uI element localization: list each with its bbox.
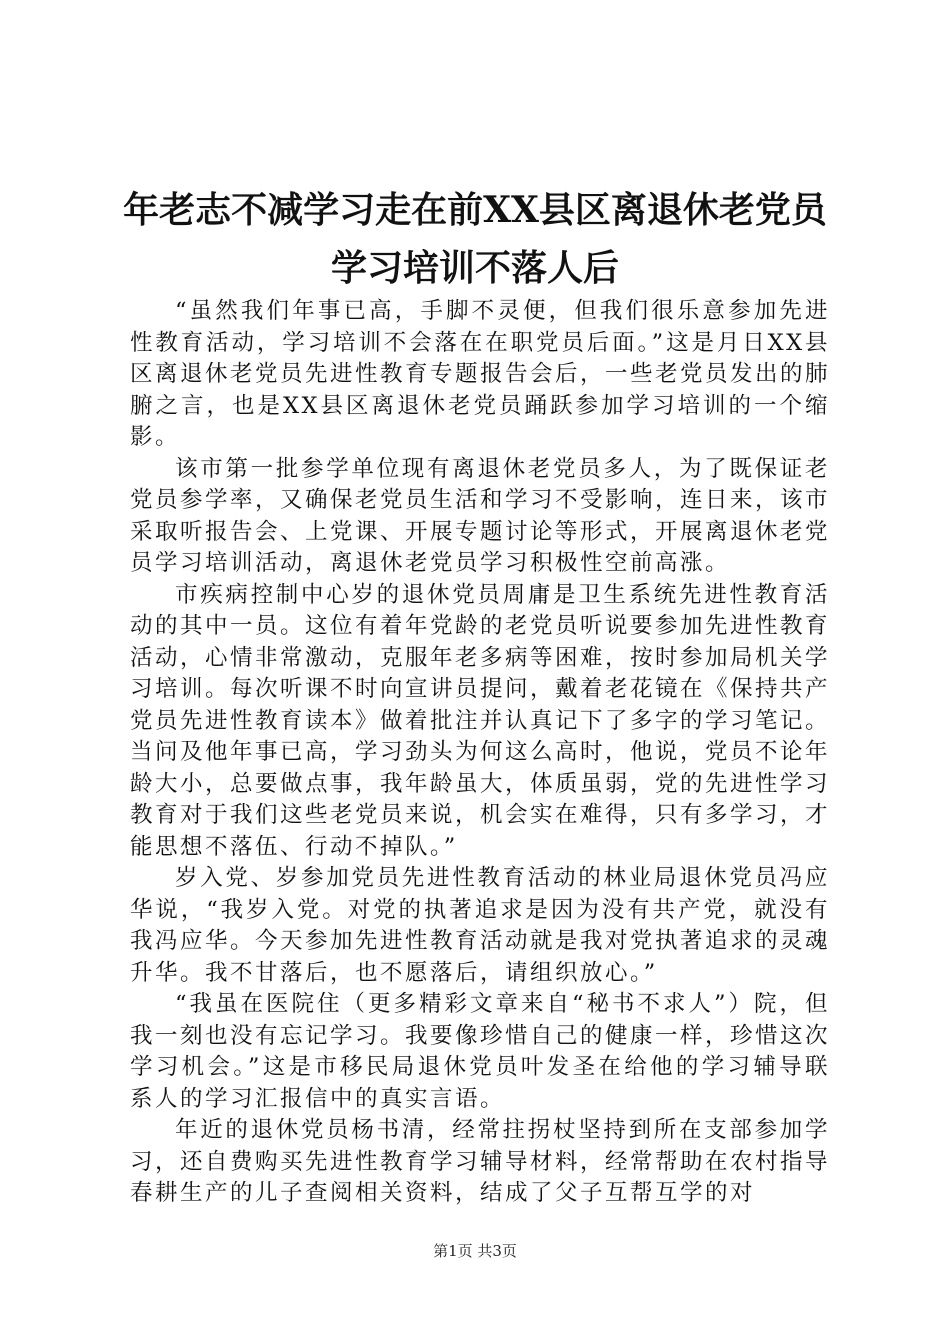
paragraph: 该市第一批参学单位现有离退休老党员多人，为了既保证老党员参学率，又确保老党员生活和学习不受影响，连日来，该市采取听报告会、上党课、开展专题讨论等形式，开展离退休老党员学习培训活动，离退休老党员学习积极性空前高涨。 (130, 455, 831, 576)
paragraph: 年近的退休党员杨书清，经常拄拐杖坚持到所在支部参加学习，还自费购买先进性教育学习辅导材料，经常帮助在农村指导春耕生产的儿子查阅相关资料，结成了父子互帮互学的对 (130, 1117, 831, 1206)
page-footer: 第1页 共3页 (433, 1242, 517, 1260)
document-body (130, 296, 830, 1210)
document-title-line-1: 年老志不减学习走在前XX县区离退休老党员 (123, 189, 827, 231)
paragraph: “我虽在医院住（更多精彩文章来自“秘书不求人”）院，但我一刻也没有忘记学习。我要像珍惜自己的健康一样，珍惜这次学习机会。”这是市移民局退休党员叶发圣在给他的学习辅导联系人的学习汇报信中的真实言语。 (130, 991, 831, 1112)
paragraph: 岁入党、岁参加党员先进性教育活动的林业局退休党员冯应华说，“我岁入党。对党的执著追求是因为没有共产党，就没有我冯应华。今天参加先进性教育活动就是我对党执著追求的灵魂升华。我不甘落后，也不愿落后，请组织放心。” (130, 865, 831, 986)
document-title-line-2: 学习培训不落人后 (330, 247, 619, 289)
paragraph: “虽然我们年事已高，手脚不灵便，但我们很乐意参加先进性教育活动，学习培训不会落在在职党员后面。”这是月日XX县区离退休老党员先进性教育专题报告会后，一些老党员发出的肺腑之言，也是XX县区离退休老党员踊跃参加学习培训的一个缩影。 (130, 298, 831, 450)
paragraph: 市疾病控制中心岁的退休党员周庸是卫生系统先进性教育活动的其中一员。这位有着年党龄的老党员听说要参加先进性教育活动，心情非常激动，克服年老多病等困难，按时参加局机关学习培训。每次听课不时向宣讲员提问，戴着老花镜在《保持共产党员先进性教育读本》做着批注并认真记下了多字的学习笔记。当问及他年事已高，学习劲头为何这么高时，他说，党员不论年龄大小，总要做点事，我年龄虽大，体质虽弱，党的先进性学习教育对于我们这些老党员来说，机会实在难得，只有多学习，才能思想不落伍、行动不掉队。” (130, 581, 831, 860)
